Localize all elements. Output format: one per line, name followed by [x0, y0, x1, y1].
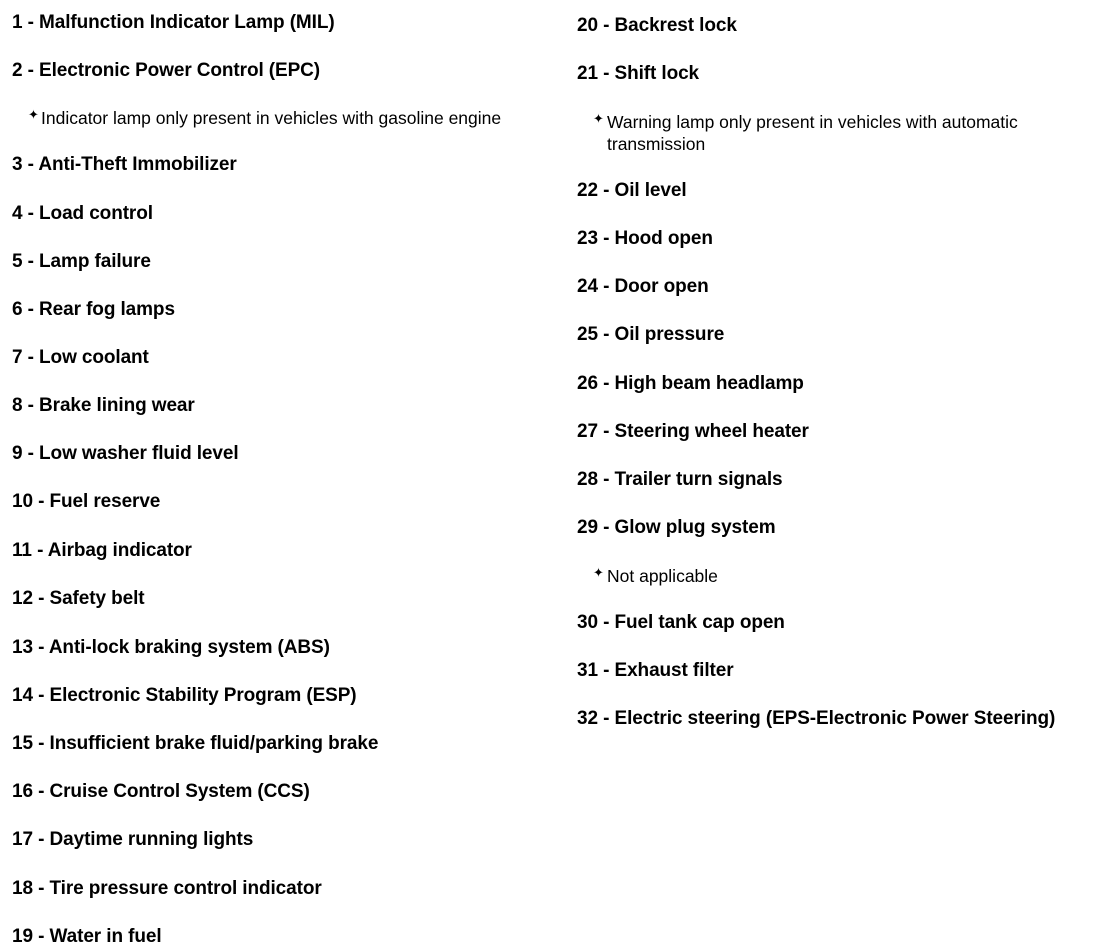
footnote-text: Not applicable	[607, 566, 718, 586]
legend-item: 6 - Rear fog lamps	[12, 299, 175, 320]
legend-item: 1 - Malfunction Indicator Lamp (MIL)	[12, 12, 335, 33]
legend-item: 28 - Trailer turn signals	[577, 469, 783, 490]
legend-item: 16 - Cruise Control System (CCS)	[12, 781, 310, 802]
bullet-icon: ✦	[593, 111, 604, 126]
legend-item: 22 - Oil level	[577, 180, 687, 201]
footnote	[593, 111, 1093, 155]
legend-item: 32 - Electric steering (EPS-Electronic Power Steering)	[577, 708, 1056, 729]
legend-item: 18 - Tire pressure control indicator	[12, 878, 322, 899]
legend-item: 4 - Load control	[12, 203, 153, 224]
legend-item: 8 - Brake lining wear	[12, 395, 195, 416]
legend-item: 25 - Oil pressure	[577, 324, 725, 345]
legend-item: 27 - Steering wheel heater	[577, 421, 809, 442]
legend-item: 21 - Shift lock	[577, 63, 700, 84]
footnote-text: Indicator lamp only present in vehicles with gasoline engine	[41, 108, 502, 128]
legend-item: 26 - High beam headlamp	[577, 373, 804, 394]
legend-item: 23 - Hood open	[577, 228, 713, 249]
legend-item: 31 - Exhaust filter	[577, 660, 734, 681]
legend-item: 3 - Anti-Theft Immobilizer	[12, 154, 237, 175]
legend-item: 11 - Airbag indicator	[12, 540, 192, 561]
legend-item: 13 - Anti-lock braking system (ABS)	[12, 637, 330, 658]
footnote-text: Warning lamp only present in vehicles with automatic transmission	[607, 112, 1018, 154]
legend-item: 5 - Lamp failure	[12, 251, 151, 272]
legend-item: 17 - Daytime running lights	[12, 829, 254, 850]
bullet-icon: ✦	[28, 107, 39, 122]
legend-item: 2 - Electronic Power Control (EPC)	[12, 60, 321, 81]
legend-item: 9 - Low washer fluid level	[12, 443, 239, 464]
legend-item: 15 - Insufficient brake fluid/parking brake	[12, 733, 379, 754]
legend-item: 12 - Safety belt	[12, 588, 145, 609]
legend-item: 10 - Fuel reserve	[12, 491, 161, 512]
footnote	[28, 107, 568, 129]
bullet-icon: ✦	[593, 565, 604, 580]
footnote	[593, 565, 1093, 587]
legend-item: 7 - Low coolant	[12, 347, 149, 368]
legend-item: 20 - Backrest lock	[577, 15, 737, 36]
legend-item: 29 - Glow plug system	[577, 517, 776, 538]
legend-item: 24 - Door open	[577, 276, 709, 297]
legend-item: 14 - Electronic Stability Program (ESP)	[12, 685, 357, 706]
legend-item: 30 - Fuel tank cap open	[577, 612, 785, 633]
legend-item: 19 - Water in fuel	[12, 926, 162, 947]
